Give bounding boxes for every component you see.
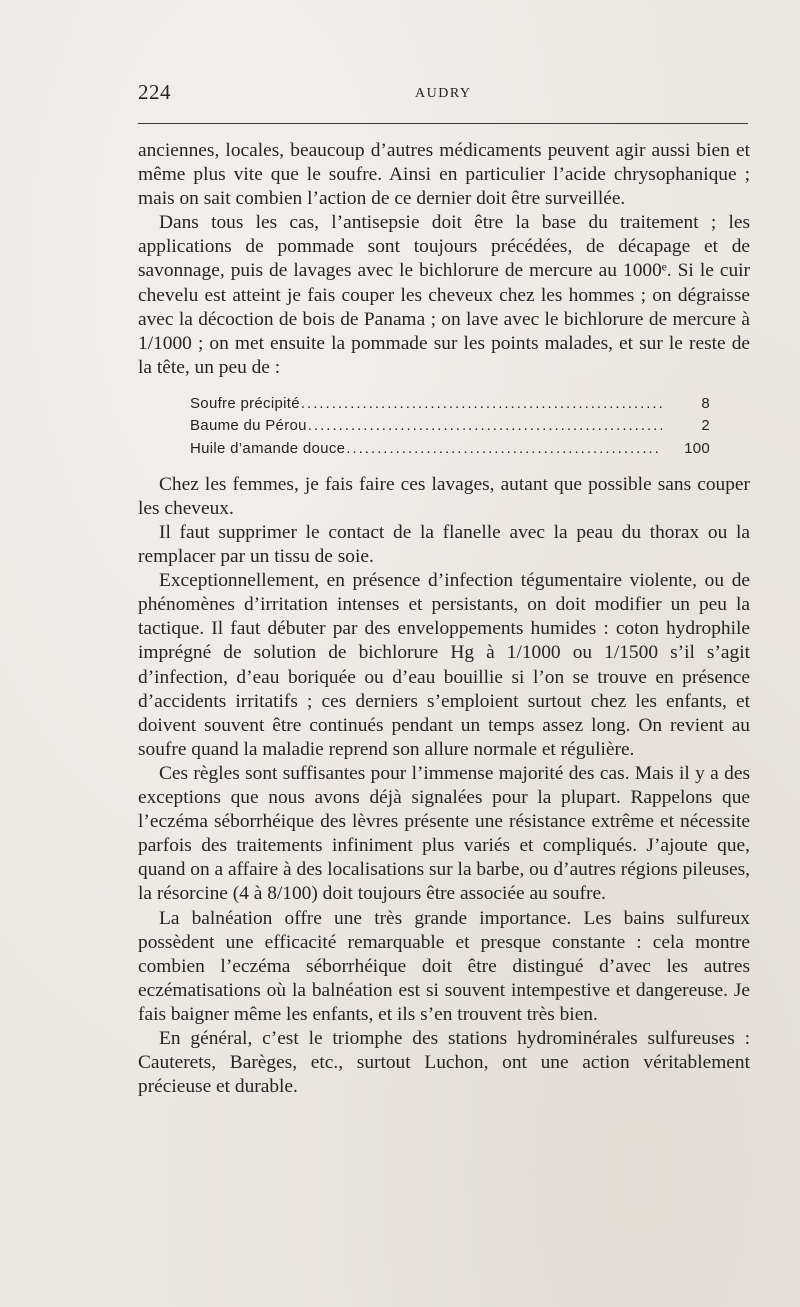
page-number: 224 (138, 80, 171, 104)
header-rule (138, 123, 748, 124)
ingredient-name: Soufre précipité (190, 394, 300, 412)
ingredient-name: Huile d’amande douce (190, 439, 346, 457)
body-text (138, 139, 750, 1099)
paragraph: Il faut supprimer le contact de la flanelle avec la peau du thorax ou la remplacer par un tissu de soie. (138, 522, 750, 568)
paragraph: Dans tous les cas, l’antisepsie doit être la base du traitement ; les applications de pommade sont toujours précédées, de décapage et de savonnage, puis de lavages avec le bichlorure de mercure au 1000ᵉ. Si le cuir chevelu est atteint je fais couper les cheveux chez les hommes ; on dégraisse avec la décoction de bois de Panama ; on lave avec le bichlorure de mercure à 1/1000 ; on met ensuite la pommade sur les points malades, et sur le reste de la tête, un peu de : (138, 212, 750, 378)
paragraph: Chez les femmes, je fais faire ces lavages, autant que possible sans couper les cheveux. (138, 473, 750, 519)
ingredient-quantity: 100 (684, 439, 710, 457)
paragraph: En général, c’est le triomphe des stations hydrominérales sulfureuses : Cauterets, Barèges, etc., surtout Luchon, ont une action véritablement précieuse et durable. (138, 1027, 750, 1098)
leader-dots (301, 393, 662, 415)
page-header (138, 80, 748, 110)
formula-row (190, 415, 710, 437)
leader-dots (346, 438, 662, 460)
paragraph: Exceptionnellement, en présence d’infection tégumentaire violente, ou de phénomènes d’irritation intenses et persistants, on doit modifier un peu la tactique. Il faut débuter par des enveloppements humides : coton hydrophile imprégné de solution de bichlorure Hg à 1/1000 ou 1/1500 s’il s’agit d’infection, d’eau boriquée ou d’eau bouillie si l’on se trouve en présence d’accidents irritatifs ; ces derniers s’emploient surtout chez les enfants, et doivent souvent être continués pendant un temps assez long. On revient au soufre quand la maladie reprend son allure normale et régulière. (138, 570, 750, 760)
ingredient-name: Baume du Pérou (190, 417, 307, 435)
ingredient-quantity: 8 (701, 394, 710, 412)
prescription-formula (190, 393, 710, 460)
paragraph: anciennes, locales, beaucoup d’autres médicaments peuvent agir aussi bien et même plus vite que le soufre. Ainsi en particulier l’acide chrysophanique ; mais on sait combien l’action de ce dernier doit être surveillée. (138, 140, 750, 210)
paragraph: La balnéation offre une très grande importance. Les bains sulfureux possèdent une efficacité remarquable et presque constante : cela montre combien l’eczéma séborrhéique doit être distingué d’avec les autres eczématisations où la balnéation est si souvent intempestive et dangereuse. Je fais baigner même les enfants, et ils s’en trouvent très bien. (138, 907, 750, 1025)
formula-row (190, 393, 710, 415)
running-head: AUDRY (415, 86, 472, 101)
leader-dots (308, 415, 662, 437)
paragraph: Ces règles sont suffisantes pour l’immense majorité des cas. Mais il y a des exceptions que nous avons déjà signalées pour la plupart. Rappelons que l’eczéma séborrhéique des lèvres présente une résistance extrême et nécessite parfois des traitements infiniment plus variés et compliqués. J’ajoute que, quand on a affaire à des localisations sur la barbe, ou d’autres régions pileuses, la résorcine (4 à 8/100) doit toujours être associée au soufre. (138, 762, 750, 905)
formula-row (190, 438, 710, 460)
ingredient-quantity: 2 (701, 417, 710, 435)
